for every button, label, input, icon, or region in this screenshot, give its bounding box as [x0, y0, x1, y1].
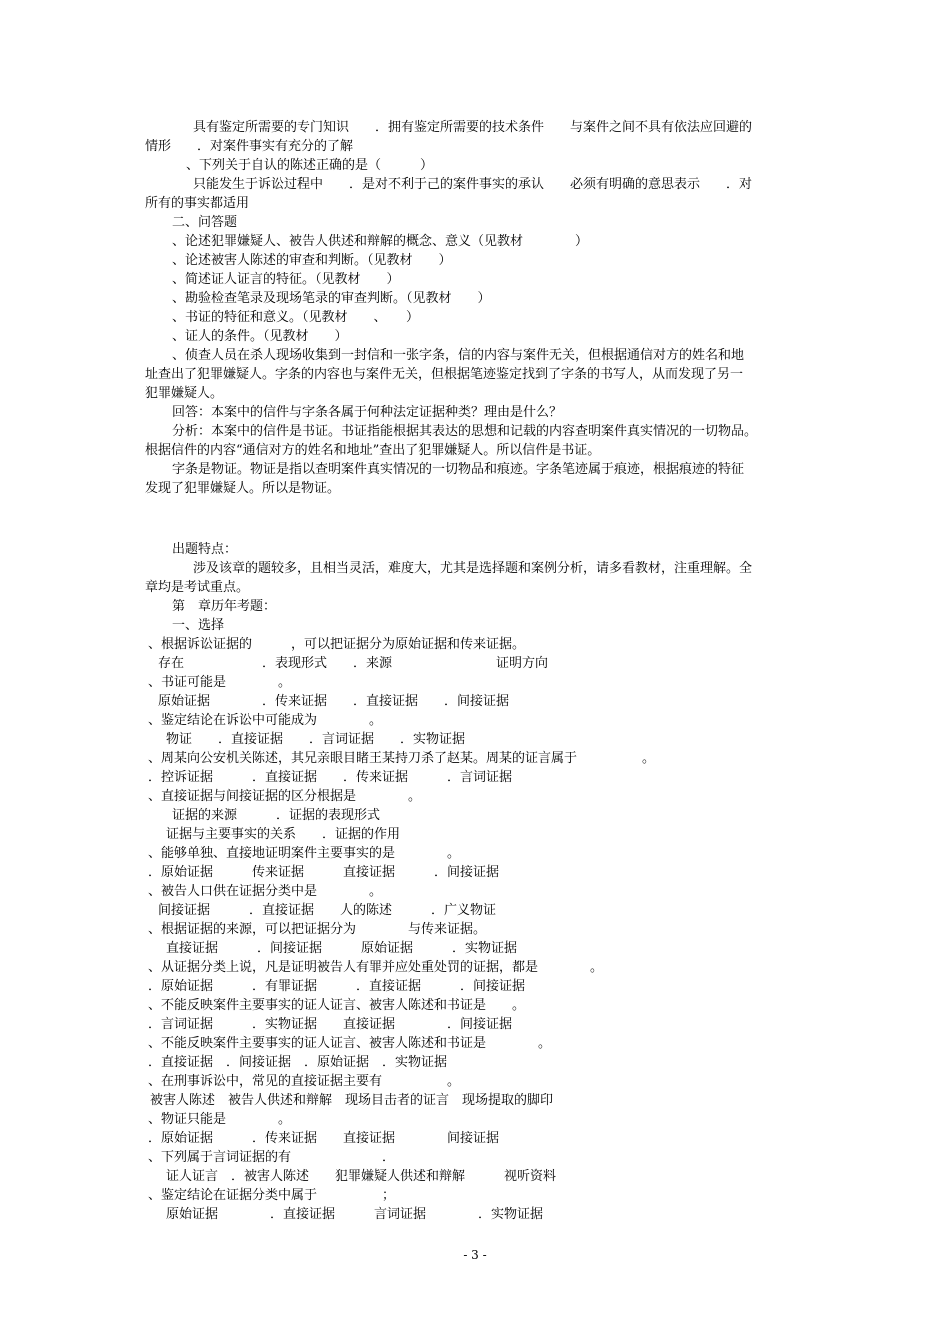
question-item: 、鉴定结论在证据分类中属于 ； — [148, 1188, 396, 1203]
analysis-text: 发现了犯罪嫌疑人。所以是物证。 — [145, 481, 341, 496]
option-line: 直接证据 ．间接证据 原始证据 ．实物证据 — [166, 941, 518, 956]
text-line: 只能发生于诉讼过程中 ．是对不利于己的案件事实的承认 必须有明确的意思表示 ．对 — [193, 177, 753, 192]
question-item: 、周某向公安机关陈述，其兄亲眼目睹王某持刀杀了赵某。周某的证言属于 。 — [148, 751, 656, 766]
question-item: 、证人的条件。（见教材 ） — [172, 329, 348, 344]
section-heading: 二、问答题 — [172, 215, 238, 230]
section-heading: 第 章历年考题： — [172, 599, 277, 614]
text-line: 章均是考试重点。 — [145, 580, 250, 595]
question-item: 、勘验检查笔录及现场笔录的审查判断。（见教材 ） — [172, 291, 491, 306]
question-item: 、根据证据的来源，可以把证据分为 与传来证据。 — [148, 922, 487, 937]
analysis-text: 字条是物证。物证是指以查明案件真实情况的一切物品和痕迹。字条笔迹属于痕迹，根据痕迹的特征 — [172, 462, 745, 477]
case-text: 址查出了犯罪嫌疑人。字条的内容也与案件无关，但根据笔迹鉴定找到了字条的书写人，从而发现了另一 — [145, 367, 744, 382]
option-line: ．原始证据 ．传来证据 直接证据 间接证据 — [148, 1131, 500, 1146]
question-item: 、根据诉讼证据的 ，可以把证据分为原始证据和传来证据。 — [148, 637, 526, 652]
option-line: 原始证据 ．传来证据 ．直接证据 ．间接证据 — [158, 694, 510, 709]
question-item: 、简述证人证言的特征。（见教材 ） — [172, 272, 400, 287]
analysis-text: 分析：本案中的信件是书证。书证指能根据其表达的思想和记载的内容查明案件真实情况的一切物品。 — [172, 424, 758, 439]
text-line: 、下列关于自认的陈述正确的是（ ） — [186, 158, 434, 173]
page-number: - 3 - — [463, 1248, 487, 1262]
option-line: 证据的来源 ．证据的表现形式 — [172, 808, 381, 823]
question-item: 、书证可能是 。 — [148, 675, 292, 690]
case-text: 、侦查人员在杀人现场收集到一封信和一张字条，信的内容与案件无关，但根据通信对方的姓名和地 — [172, 348, 745, 363]
question-item: 、下列属于言词证据的有 ． — [148, 1150, 396, 1165]
question-item: 、书证的特征和意义。（见教材 、 ） — [172, 310, 420, 325]
option-line: 证据与主要事实的关系 ．证据的作用 — [166, 827, 401, 842]
text-line: 所有的事实都适用 — [145, 196, 250, 211]
question-item: 、论述犯罪嫌疑人、被告人供述和辩解的概念、意义（见教材 ） — [172, 234, 589, 249]
question-item: 、物证只能是 。 — [148, 1112, 292, 1127]
option-line: 物证 ．直接证据 ．言词证据 ．实物证据 — [166, 732, 466, 747]
question-item: 、不能反映案件主要事实的证人证言、被害人陈述和书证是 。 — [148, 998, 526, 1013]
option-line: ．原始证据 ．有罪证据 ．直接证据 ．间接证据 — [148, 979, 526, 994]
option-line: ．言词证据 ．实物证据 直接证据 ．间接证据 — [148, 1017, 513, 1032]
question-item: 、从证据分类上说，凡是证明被告人有罪并应处重处罚的证据，都是 。 — [148, 960, 604, 975]
case-text: 犯罪嫌疑人。 — [145, 386, 224, 401]
option-line: 间接证据 ．直接证据 人的陈述 ．广义物证 — [158, 903, 497, 918]
question-item: 、能够单独、直接地证明案件主要事实的是 。 — [148, 846, 461, 861]
answer-text: 回答：本案中的信件与字条各属于何种法定证据种类？理由是什么？ — [172, 405, 563, 420]
option-line: ．控诉证据 ．直接证据 ．传来证据 ．言词证据 — [148, 770, 513, 785]
question-item: 、直接证据与间接证据的区分根据是 。 — [148, 789, 422, 804]
question-item: 、不能反映案件主要事实的证人证言、被害人陈述和书证是 。 — [148, 1036, 552, 1051]
text-line: 情形 ．对案件事实有充分的了解 — [145, 139, 354, 154]
question-item: 、论述被害人陈述的审查和判断。（见教材 ） — [172, 253, 452, 268]
section-heading: 一、选择 — [172, 618, 225, 633]
text-line: 涉及该章的题较多，且相当灵活，难度大，尤其是选择题和案例分析，请多看教材，注重理解。全 — [193, 561, 753, 576]
option-line: ．原始证据 传来证据 直接证据 ．间接证据 — [148, 865, 500, 880]
text-line: 具有鉴定所需要的专门知识 ．拥有鉴定所需要的技术条件 与案件之间不具有依法应回避的 — [193, 120, 753, 135]
question-item: 、鉴定结论在诉讼中可能成为 。 — [148, 713, 383, 728]
option-line: 证人证言 ．被害人陈述 犯罪嫌疑人供述和辩解 视听资料 — [166, 1169, 557, 1184]
option-line: 存在 ．表现形式 ．来源 证明方向 — [158, 656, 549, 671]
option-line: ．直接证据 ．间接证据 ．原始证据 ．实物证据 — [148, 1055, 448, 1070]
section-heading: 出题特点： — [172, 542, 238, 557]
question-item: 、在刑事诉讼中，常见的直接证据主要有 。 — [148, 1074, 461, 1089]
option-line: 被害人陈述 被告人供述和辩解 现场目击者的证言 现场提取的脚印 — [150, 1093, 554, 1108]
question-item: 、被告人口供在证据分类中是 。 — [148, 884, 383, 899]
option-line: 原始证据 ．直接证据 言词证据 ．实物证据 — [166, 1207, 544, 1222]
analysis-text: 根据信件的内容“通信对方的姓名和地址”查出了犯罪嫌疑人。所以信件是书证。 — [145, 443, 601, 458]
